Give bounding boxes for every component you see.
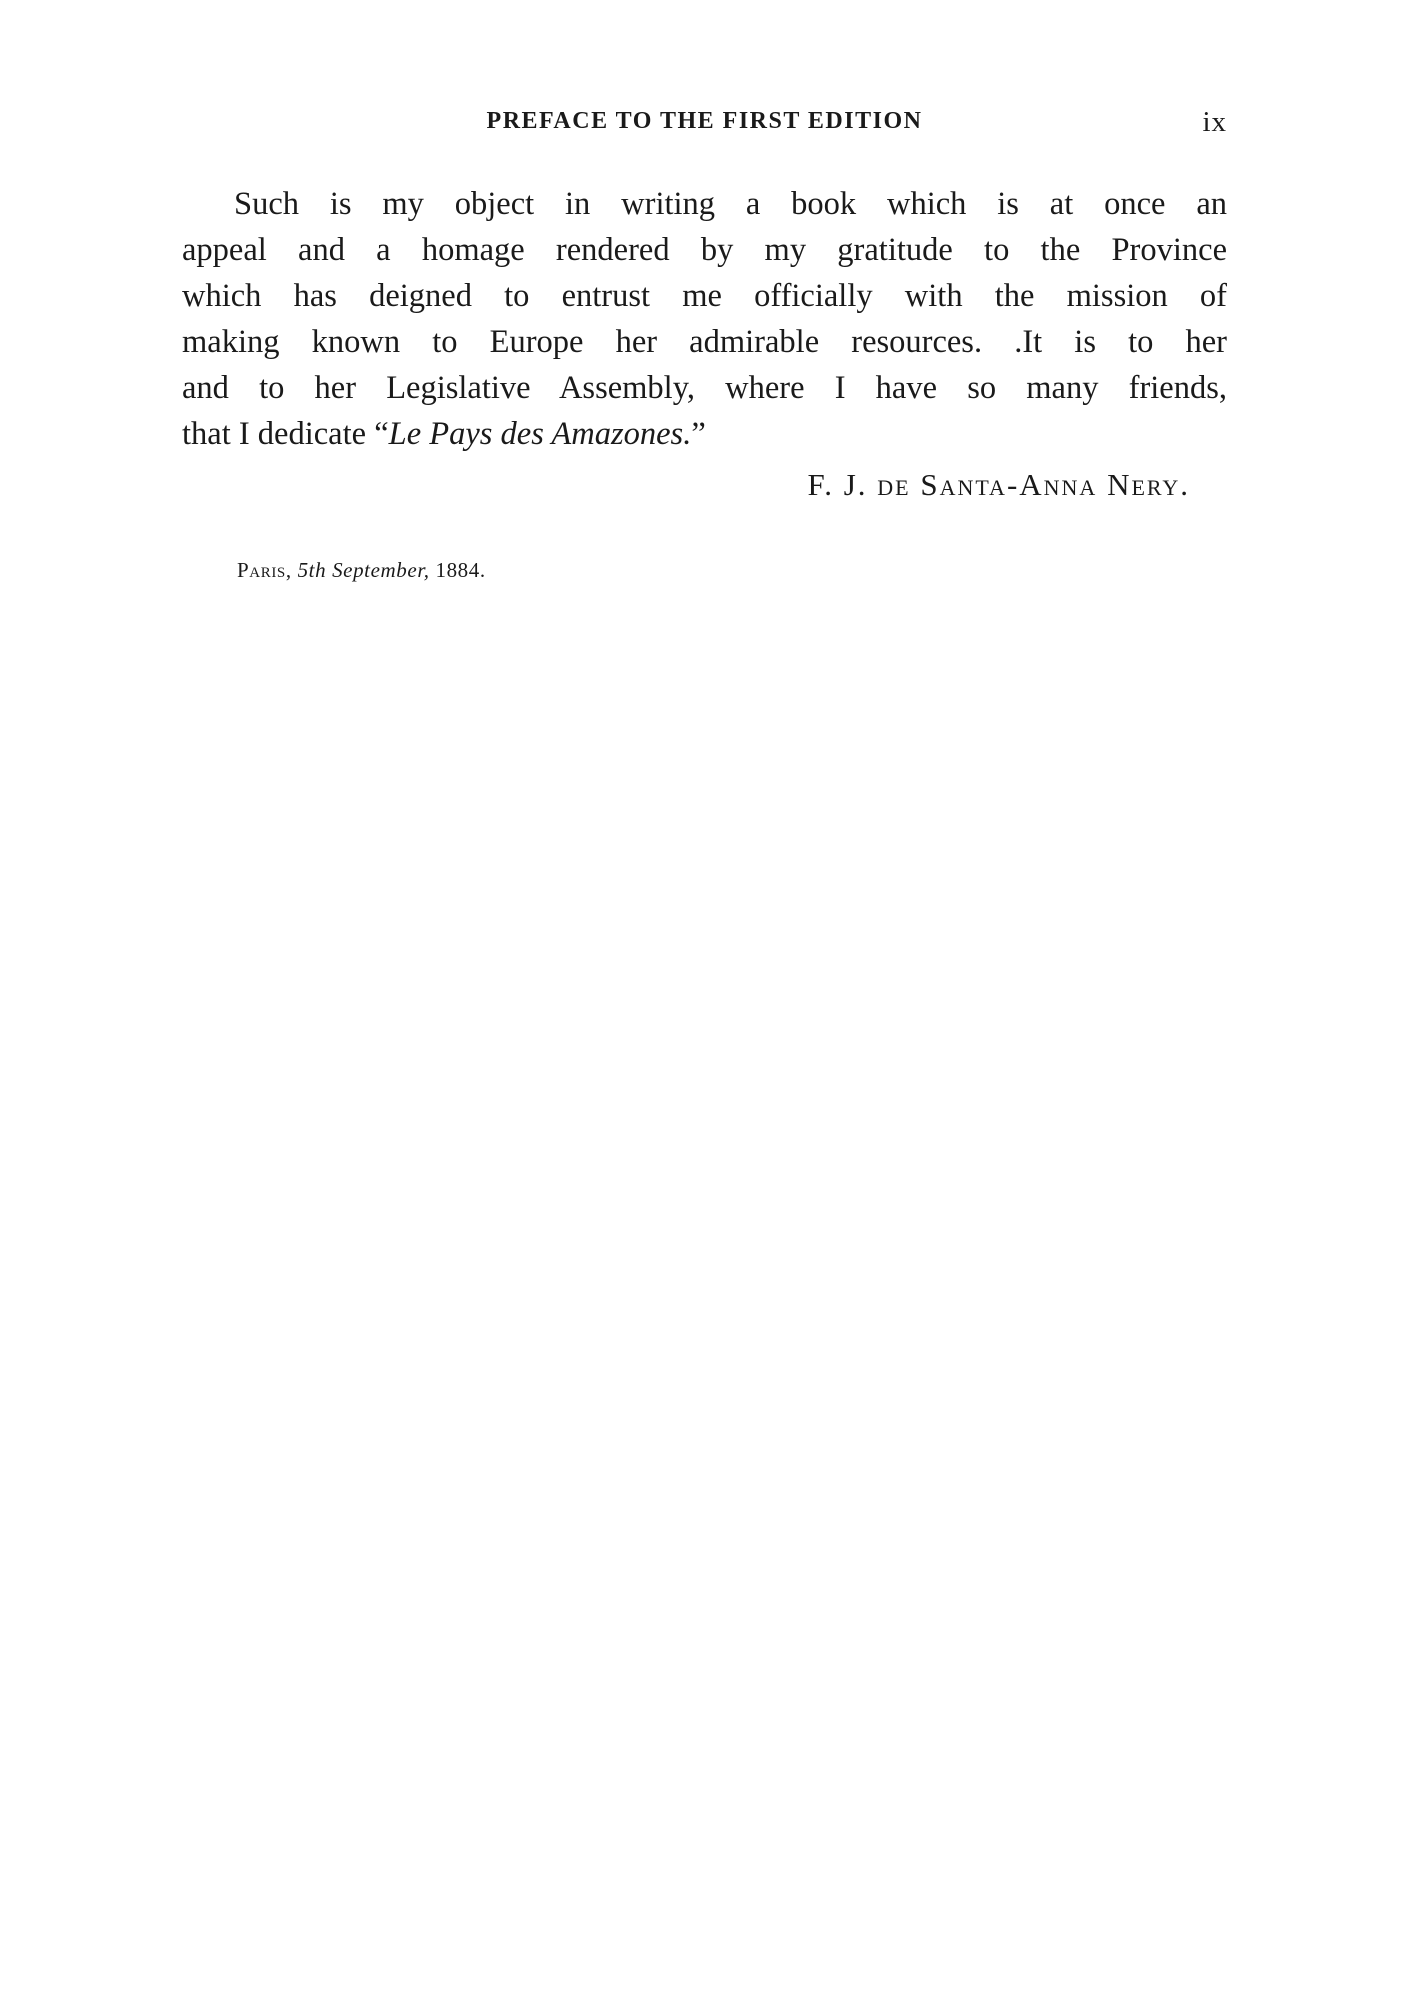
dateline-year: 1884.: [435, 558, 486, 582]
paragraph-line: appeal and a homage rendered by my gratitude to the Province: [182, 232, 1227, 268]
running-title: PREFACE TO THE FIRST EDITION: [486, 108, 923, 134]
author-signature: F. J. de Santa-Anna Nery.: [807, 467, 1190, 502]
running-header: [182, 108, 1227, 148]
dateline-place: Paris,: [237, 558, 292, 582]
dedication-suffix: ”: [691, 416, 706, 452]
paragraph-line: Such is my object in writing a book which is at once an: [234, 186, 1227, 222]
dateline-date: 5th September,: [297, 558, 430, 582]
dedication-prefix: that I dedicate “: [182, 416, 389, 452]
book-title: Le Pays des Amazones.: [388, 416, 692, 452]
paragraph-line: making known to Europe her admirable resources. .It is to her: [182, 324, 1227, 360]
paragraph-line: which has deigned to entrust me officially with the mission of: [182, 278, 1227, 314]
dateline: [237, 558, 486, 583]
preface-paragraph: [182, 181, 1227, 457]
page-number: ix: [1202, 106, 1227, 138]
paragraph-line: and to her Legislative Assembly, where I have so many friends,: [182, 370, 1227, 406]
paragraph-last-line: [182, 411, 1227, 457]
